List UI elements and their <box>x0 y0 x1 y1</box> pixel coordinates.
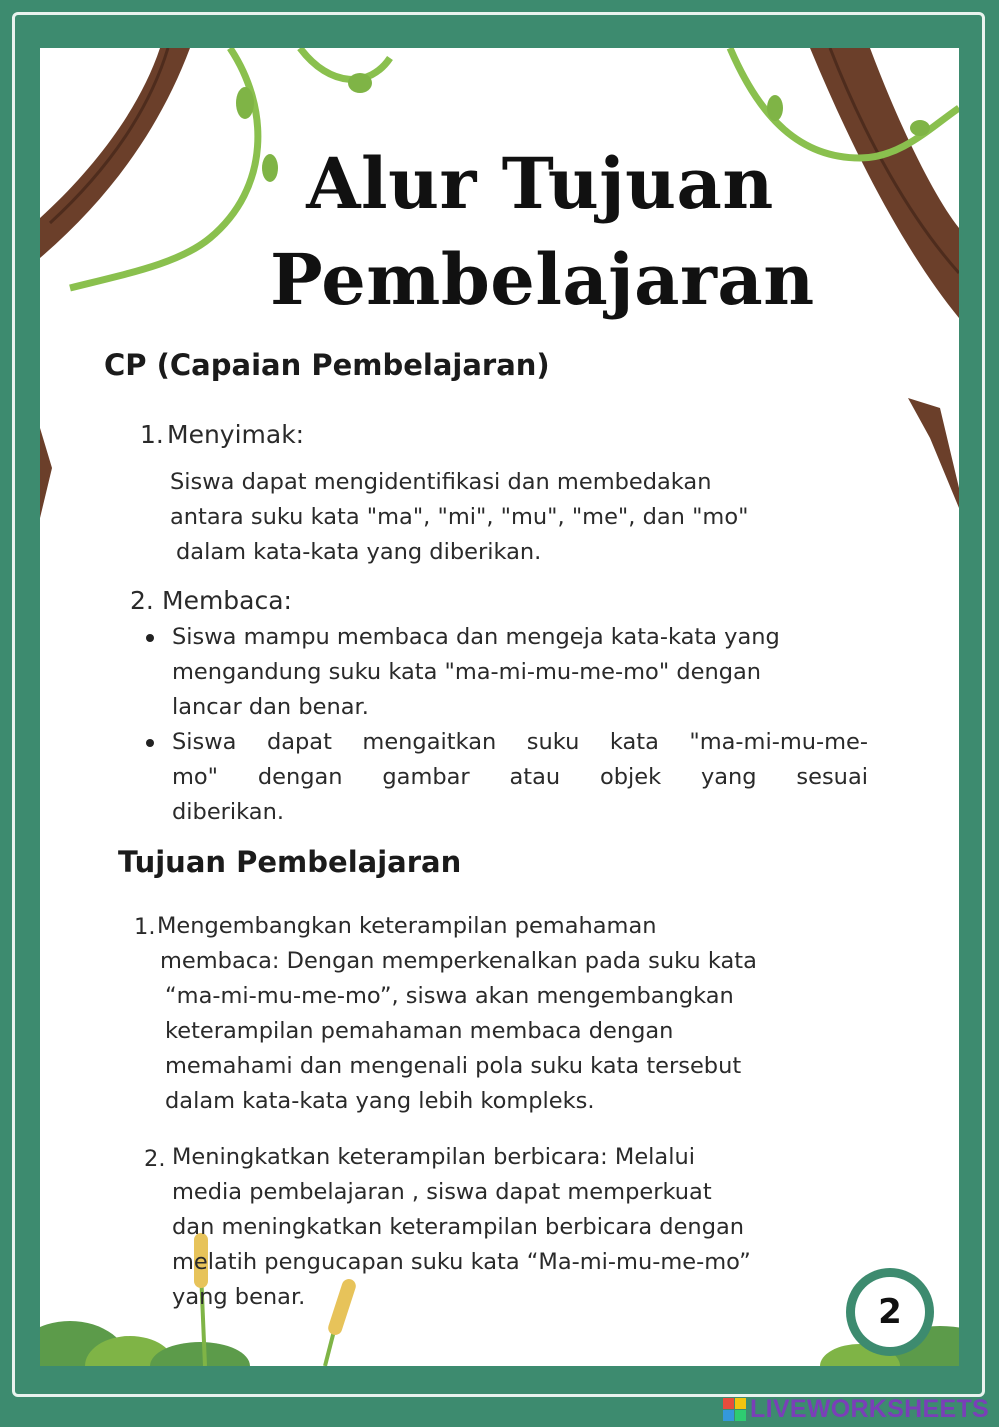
bullet-line: diberikan. <box>172 799 284 825</box>
tp-item2-line: media pembelajaran , siswa dapat memperkuat <box>172 1179 712 1205</box>
cp-item2-number: 2. <box>130 586 154 615</box>
cp-item2-bullet-1 <box>172 620 868 725</box>
tp-item1-line: membaca: Dengan memperkenalkan pada suku kata <box>160 948 757 974</box>
cp-item2-bullet-2 <box>172 725 868 830</box>
bullet-line: mengandung suku kata "ma-mi-mu-me-mo" dengan <box>172 659 762 685</box>
bullet-line: Siswa mampu membaca dan mengeja kata-kata yang <box>172 624 780 650</box>
title-line-2: Pembelajaran <box>270 238 815 321</box>
bullet-line: mo" dengan gambar atau objek yang sesuai <box>172 764 868 790</box>
tp-item1-line: Mengembangkan keterampilan pemahaman <box>157 913 657 939</box>
page-number-badge <box>846 1268 934 1356</box>
tp-item1-line: “ma-mi-mu-me-mo”, siswa akan mengembangkan <box>165 983 734 1009</box>
tp-item2-line: melatih pengucapan suku kata “Ma-mi-mu-me-mo” <box>172 1249 751 1275</box>
page-number: 2 <box>855 1277 925 1347</box>
liveworksheets-logo-icon <box>723 1398 746 1421</box>
tp-item1-line: dalam kata-kata yang lebih kompleks. <box>165 1088 595 1114</box>
cp-item1-line: dalam kata-kata yang diberikan. <box>176 539 542 565</box>
bullet-line: lancar dan benar. <box>172 694 369 720</box>
worksheet-page <box>40 48 959 1366</box>
watermark-text: LIVEWORKSHEETS <box>750 1394 989 1423</box>
tp-item2-line: yang benar. <box>172 1284 306 1310</box>
watermark <box>723 1395 989 1423</box>
tp-item1-text <box>157 909 757 1119</box>
cp-item1-line: Siswa dapat mengidentifikasi dan membedakan <box>170 469 712 495</box>
cp-item1-label: Menyimak: <box>167 420 305 449</box>
tp-item2-line: Meningkatkan keterampilan berbicara: Melalui <box>172 1144 695 1170</box>
cp-item1-text <box>170 465 748 570</box>
tp-item2-text <box>172 1140 751 1315</box>
tp-item1-line: keterampilan pemahaman membaca dengan <box>165 1018 674 1044</box>
cp-heading: CP (Capaian Pembelajaran) <box>104 348 550 382</box>
bullet-line: Siswa dapat mengaitkan suku kata "ma-mi-mu-me- <box>172 729 868 755</box>
tp-item1-line: memahami dan mengenali pola suku kata tersebut <box>165 1053 742 1079</box>
cp-item2-label: Membaca: <box>162 586 292 615</box>
tp-item2-line: dan meningkatkan keterampilan berbicara dengan <box>172 1214 745 1240</box>
tp-item1-number: 1. <box>134 914 156 940</box>
bullet-icon <box>146 739 154 747</box>
page-title <box>270 136 815 328</box>
cp-item1-number: 1. <box>140 420 164 449</box>
bullet-icon <box>146 634 154 642</box>
tp-heading: Tujuan Pembelajaran <box>118 845 462 879</box>
tp-item2-number: 2. <box>144 1146 166 1172</box>
title-line-1: Alur Tujuan <box>306 142 774 225</box>
cp-item1-line: antara suku kata "ma", "mi", "mu", "me", dan "mo" <box>170 504 749 530</box>
